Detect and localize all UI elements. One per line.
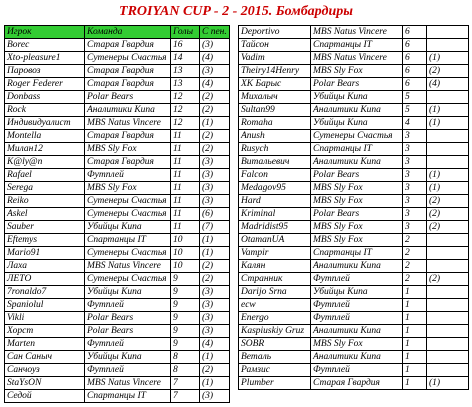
player-cell: Sultan99 [239, 104, 311, 117]
player-cell: Vampir [239, 247, 311, 260]
goals-cell: 5 [403, 91, 427, 104]
team-cell: Футплей [85, 338, 171, 351]
penalty-cell: (3) [200, 182, 230, 195]
penalty-cell: (3) [200, 195, 230, 208]
player-cell: Reiko [5, 195, 85, 208]
scorers-table-right [238, 25, 469, 390]
table-row [239, 143, 469, 156]
penalty-cell: (1) [427, 52, 469, 65]
penalty-cell: (2) [200, 273, 230, 286]
player-cell: Vadim [239, 52, 311, 65]
table-row [5, 169, 230, 182]
penalty-cell: (1) [200, 351, 230, 364]
penalty-cell [427, 156, 469, 169]
goals-cell: 12 [171, 91, 200, 104]
penalty-cell [427, 26, 469, 39]
team-cell: Сутенеры Счастья [85, 52, 171, 65]
penalty-cell: (1) [427, 377, 469, 390]
table-row [5, 130, 230, 143]
goals-cell: 1 [403, 364, 427, 377]
player-cell: Marten [5, 338, 85, 351]
penalty-cell: (3) [200, 169, 230, 182]
goals-cell: 9 [171, 299, 200, 312]
team-cell: MBS Sly Fox [311, 195, 403, 208]
table-row [239, 52, 469, 65]
team-cell: Футплей [311, 299, 403, 312]
player-cell: Medagov95 [239, 182, 311, 195]
penalty-cell [427, 338, 469, 351]
penalty-cell: (6) [200, 208, 230, 221]
penalty-cell: (4) [427, 78, 469, 91]
player-cell: Hard [239, 195, 311, 208]
penalty-cell: (2) [200, 91, 230, 104]
player-cell: SOBR [239, 338, 311, 351]
table-row [5, 117, 230, 130]
player-cell: Madridist95 [239, 221, 311, 234]
table-row [239, 325, 469, 338]
player-cell: Рамзис [239, 364, 311, 377]
goals-cell: 3 [403, 143, 427, 156]
penalty-cell: (3) [200, 39, 230, 52]
penalty-cell [427, 312, 469, 325]
penalty-cell: (2) [427, 273, 469, 286]
penalty-cell [427, 234, 469, 247]
team-cell: Сутенеры Счастья [85, 195, 171, 208]
goals-cell: 11 [171, 156, 200, 169]
player-cell: ЛЕТО [5, 273, 85, 286]
player-cell: Паровоз [5, 65, 85, 78]
player-cell: Kriminal [239, 208, 311, 221]
penalty-cell: (1) [427, 182, 469, 195]
player-cell: Romaha [239, 117, 311, 130]
team-cell: Аналитики Кипа [311, 325, 403, 338]
table-row [239, 117, 469, 130]
penalty-cell [427, 351, 469, 364]
penalty-cell: (1) [427, 104, 469, 117]
table-row [5, 325, 230, 338]
player-cell: Eftemys [5, 234, 85, 247]
table-row [239, 234, 469, 247]
penalty-cell [427, 91, 469, 104]
table-row [239, 312, 469, 325]
team-cell: Аналитики Кипа [85, 104, 171, 117]
table-row [5, 78, 230, 91]
table-row [5, 156, 230, 169]
scorers-table-left [4, 25, 230, 403]
penalty-cell: (4) [200, 52, 230, 65]
goals-cell: 9 [171, 286, 200, 299]
team-cell: MBS Sly Fox [85, 143, 171, 156]
team-cell: MBS Sly Fox [311, 221, 403, 234]
player-cell: Plumber [239, 377, 311, 390]
goals-cell: 12 [171, 117, 200, 130]
goals-cell: 1 [403, 325, 427, 338]
team-cell: Polar Bears [311, 169, 403, 182]
team-cell: Сутенеры Счастья [85, 208, 171, 221]
team-cell: MBS Natus Vincere [85, 117, 171, 130]
player-cell: Montella [5, 130, 85, 143]
penalty-cell: (7) [200, 221, 230, 234]
page-title: TROIYAN CUP - 2 - 2015. Бомбардиры [119, 4, 353, 19]
table-row [5, 260, 230, 273]
table-row [5, 338, 230, 351]
goals-cell: 6 [403, 52, 427, 65]
player-cell: Милан12 [5, 143, 85, 156]
goals-cell: 3 [403, 195, 427, 208]
goals-cell: 8 [171, 364, 200, 377]
goals-cell: 11 [171, 221, 200, 234]
team-cell: MBS Natus Vincere [311, 26, 403, 39]
player-cell: Rusych [239, 143, 311, 156]
team-cell: Polar Bears [85, 91, 171, 104]
player-cell: Xto-pleasure1 [5, 52, 85, 65]
player-cell: Санчоуз [5, 364, 85, 377]
table-row [5, 91, 230, 104]
player-cell: Хорст [5, 325, 85, 338]
table-row [5, 143, 230, 156]
table-row [239, 78, 469, 91]
goals-cell: 1 [403, 286, 427, 299]
team-cell: Старая Гвардия [85, 39, 171, 52]
goals-cell: 1 [403, 299, 427, 312]
player-cell: Rock [5, 104, 85, 117]
penalty-cell: (1) [200, 377, 230, 390]
player-cell: 7ronaldo7 [5, 286, 85, 299]
goals-cell: 3 [403, 221, 427, 234]
team-cell: Спартанцы IT [311, 143, 403, 156]
team-cell: Старая Гвардия [85, 65, 171, 78]
goals-cell: 1 [403, 377, 427, 390]
team-cell: Аналитики Кипа [311, 351, 403, 364]
player-cell: Theiry14Henry [239, 65, 311, 78]
table-row [5, 104, 230, 117]
table-row [239, 26, 469, 39]
table-row [239, 221, 469, 234]
table-row [5, 234, 230, 247]
team-cell: Убийцы Кипа [85, 221, 171, 234]
player-cell: Индивидуалист [5, 117, 85, 130]
table-row [5, 52, 230, 65]
penalty-cell: (2) [427, 65, 469, 78]
goals-cell: 7 [171, 377, 200, 390]
team-cell: Убийцы Кипа [311, 91, 403, 104]
player-cell: K@ly@n [5, 156, 85, 169]
penalty-cell [427, 299, 469, 312]
table-row [239, 65, 469, 78]
penalty-cell: (3) [200, 312, 230, 325]
team-cell: MBS Sly Fox [311, 338, 403, 351]
team-cell: Спартанцы IT [85, 390, 171, 403]
goals-cell: 9 [171, 325, 200, 338]
table-row [5, 182, 230, 195]
player-cell: Михалыч [239, 91, 311, 104]
team-cell: Футплей [85, 299, 171, 312]
goals-cell: 3 [403, 156, 427, 169]
team-cell: Сутенеры Счастья [85, 247, 171, 260]
goals-cell: 6 [403, 78, 427, 91]
penalty-cell: (4) [200, 338, 230, 351]
goals-cell: 1 [403, 338, 427, 351]
team-cell: Старая Гвардия [85, 78, 171, 91]
table-row [5, 221, 230, 234]
team-cell: MBS Sly Fox [311, 234, 403, 247]
player-cell: Сан Саныч [5, 351, 85, 364]
table-row [5, 312, 230, 325]
player-cell: Mario91 [5, 247, 85, 260]
table-row [5, 247, 230, 260]
team-cell: Футплей [85, 364, 171, 377]
table-row [239, 130, 469, 143]
table-row [5, 390, 230, 403]
player-cell: Falcon [239, 169, 311, 182]
penalty-cell: (3) [200, 156, 230, 169]
team-cell: Спартанцы IT [311, 247, 403, 260]
team-cell: MBS Sly Fox [311, 65, 403, 78]
penalty-cell: (2) [200, 104, 230, 117]
player-cell: Rafael [5, 169, 85, 182]
player-cell: Askel [5, 208, 85, 221]
header-penalty: С пен. [200, 26, 230, 39]
table-row [239, 208, 469, 221]
team-cell: Спартанцы IT [85, 234, 171, 247]
goals-cell: 3 [403, 130, 427, 143]
player-cell: Витальевич [239, 156, 311, 169]
goals-cell: 11 [171, 169, 200, 182]
goals-cell: 9 [171, 273, 200, 286]
goals-cell: 2 [403, 234, 427, 247]
team-cell: Polar Bears [311, 78, 403, 91]
table-row [239, 377, 469, 390]
team-cell: Старая Гвардия [85, 156, 171, 169]
table-row [239, 364, 469, 377]
team-cell: Сутенеры Счастья [311, 130, 403, 143]
penalty-cell: (1) [200, 117, 230, 130]
player-cell: Sauber [5, 221, 85, 234]
player-cell: Deportivo [239, 26, 311, 39]
team-cell: Аналитики Кипа [311, 156, 403, 169]
team-cell: Футплей [311, 312, 403, 325]
penalty-cell: (3) [200, 65, 230, 78]
penalty-cell [427, 247, 469, 260]
player-cell: Darijo Srna [239, 286, 311, 299]
penalty-cell: (1) [427, 117, 469, 130]
penalty-cell: (1) [200, 234, 230, 247]
goals-cell: 13 [171, 65, 200, 78]
player-cell: Donbass [5, 91, 85, 104]
team-cell: Спартанцы IT [311, 39, 403, 52]
penalty-cell: (2) [200, 130, 230, 143]
goals-cell: 12 [171, 104, 200, 117]
table-header-row [5, 26, 230, 39]
player-cell: Serega [5, 182, 85, 195]
penalty-cell: (1) [200, 247, 230, 260]
penalty-cell [427, 130, 469, 143]
penalty-cell [427, 364, 469, 377]
table-row [239, 247, 469, 260]
goals-cell: 9 [171, 338, 200, 351]
player-cell: Странник [239, 273, 311, 286]
penalty-cell: (3) [200, 325, 230, 338]
table-row [239, 273, 469, 286]
goals-cell: 6 [403, 26, 427, 39]
table-row [239, 104, 469, 117]
goals-cell: 16 [171, 39, 200, 52]
team-cell: MBS Natus Vincere [311, 52, 403, 65]
team-cell: MBS Sly Fox [85, 182, 171, 195]
player-cell: Anush [239, 130, 311, 143]
table-row [239, 91, 469, 104]
table-row [239, 338, 469, 351]
penalty-cell: (2) [427, 195, 469, 208]
table-row [239, 286, 469, 299]
penalty-cell: (2) [427, 221, 469, 234]
goals-cell: 13 [171, 78, 200, 91]
team-cell: MBS Natus Vincere [85, 260, 171, 273]
goals-cell: 11 [171, 130, 200, 143]
team-cell: Сутенеры Счастья [85, 273, 171, 286]
team-cell: Старая Гвардия [85, 130, 171, 143]
table-row [5, 208, 230, 221]
penalty-cell [427, 325, 469, 338]
player-cell: Тайсон [239, 39, 311, 52]
header-goals: Голы [171, 26, 200, 39]
header-team: Команда [85, 26, 171, 39]
goals-cell: 10 [171, 260, 200, 273]
table-row [5, 364, 230, 377]
player-cell: Borec [5, 39, 85, 52]
player-cell: ecw [239, 299, 311, 312]
player-cell: Лаха [5, 260, 85, 273]
table-row [239, 299, 469, 312]
goals-cell: 11 [171, 195, 200, 208]
goals-cell: 6 [403, 39, 427, 52]
table-row [5, 195, 230, 208]
player-cell: Седой [5, 390, 85, 403]
table-row [239, 260, 469, 273]
penalty-cell: (2) [427, 208, 469, 221]
goals-cell: 5 [403, 104, 427, 117]
goals-cell: 11 [171, 208, 200, 221]
table-row [239, 39, 469, 52]
table-row [5, 377, 230, 390]
team-cell: Аналитики Кипа [311, 260, 403, 273]
penalty-cell: (2) [200, 143, 230, 156]
goals-cell: 7 [171, 390, 200, 403]
table-row [5, 351, 230, 364]
goals-cell: 11 [171, 182, 200, 195]
team-cell: Polar Bears [85, 325, 171, 338]
player-cell: OtamanUA [239, 234, 311, 247]
goals-cell: 3 [403, 208, 427, 221]
player-cell: Kaspiuskiy Gruz [239, 325, 311, 338]
player-cell: Roger Federer [5, 78, 85, 91]
player-cell: StaYsON [5, 377, 85, 390]
goals-cell: 2 [403, 247, 427, 260]
penalty-cell [427, 260, 469, 273]
goals-cell: 3 [403, 182, 427, 195]
team-cell: MBS Natus Vincere [85, 377, 171, 390]
goals-cell: 6 [403, 65, 427, 78]
table-row [5, 286, 230, 299]
goals-cell: 11 [171, 143, 200, 156]
goals-cell: 1 [403, 312, 427, 325]
team-cell: Футплей [311, 364, 403, 377]
goals-cell: 2 [403, 260, 427, 273]
goals-cell: 4 [403, 117, 427, 130]
table-row [5, 299, 230, 312]
penalty-cell: (3) [200, 286, 230, 299]
team-cell: Убийцы Кипа [85, 351, 171, 364]
table-row [239, 351, 469, 364]
goals-cell: 3 [403, 169, 427, 182]
team-cell: Футплей [311, 273, 403, 286]
team-cell: Убийцы Кипа [85, 286, 171, 299]
goals-cell: 1 [403, 351, 427, 364]
goals-cell: 10 [171, 234, 200, 247]
team-cell: Аналитики Кипа [311, 104, 403, 117]
team-cell: Старая Гвардия [311, 377, 403, 390]
team-cell: Убийцы Кипа [311, 117, 403, 130]
table-row [239, 195, 469, 208]
table-row [239, 169, 469, 182]
penalty-cell [427, 286, 469, 299]
team-cell: Polar Bears [311, 208, 403, 221]
table-row [239, 156, 469, 169]
penalty-cell [427, 143, 469, 156]
header-player: Игрок [5, 26, 85, 39]
penalty-cell: (3) [200, 299, 230, 312]
penalty-cell: (4) [200, 78, 230, 91]
table-row [5, 39, 230, 52]
penalty-cell [427, 39, 469, 52]
table-row [5, 273, 230, 286]
penalty-cell: (2) [200, 364, 230, 377]
penalty-cell: (2) [200, 260, 230, 273]
player-cell: Калян [239, 260, 311, 273]
goals-cell: 9 [171, 312, 200, 325]
player-cell: Веталь [239, 351, 311, 364]
team-cell: Polar Bears [85, 312, 171, 325]
player-cell: ХК Барыс [239, 78, 311, 91]
player-cell: Spaniolul [5, 299, 85, 312]
team-cell: Футплей [85, 169, 171, 182]
goals-cell: 10 [171, 247, 200, 260]
goals-cell: 8 [171, 351, 200, 364]
penalty-cell: (1) [427, 169, 469, 182]
team-cell: MBS Sly Fox [311, 182, 403, 195]
penalty-cell: (3) [200, 390, 230, 403]
table-row [5, 65, 230, 78]
player-cell: Vikli [5, 312, 85, 325]
goals-cell: 2 [403, 273, 427, 286]
player-cell: Energo [239, 312, 311, 325]
goals-cell: 14 [171, 52, 200, 65]
team-cell: Убийцы Кипа [311, 286, 403, 299]
table-row [239, 182, 469, 195]
